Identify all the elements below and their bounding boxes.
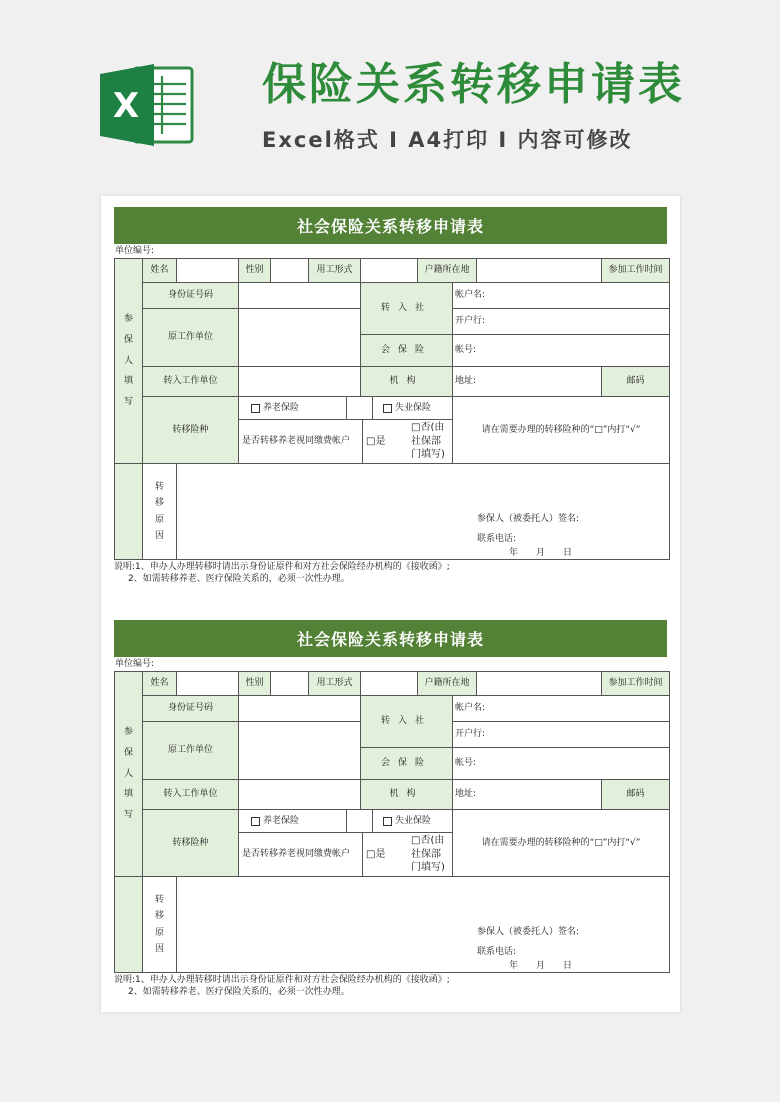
no-option[interactable]: □否(由社保部门填写) [411, 422, 445, 461]
form-banner: 社会保险关系转移申请表 [114, 620, 667, 657]
account-no-field[interactable]: 帐号: [453, 335, 670, 367]
employment-field[interactable] [361, 259, 418, 283]
date-label: 年 月 日 [509, 960, 573, 971]
logo-letter: X [112, 86, 140, 126]
phone-label: 联系电话: [477, 946, 517, 957]
note-1: 说明:1、申办人办理转移时请出示身份证原件和对方社会保险经办机构的《接收函》; [114, 562, 450, 572]
document-page [101, 196, 680, 1012]
id-field[interactable] [239, 696, 361, 722]
id-field[interactable] [239, 283, 361, 309]
transfer-social-label: 转入社 [361, 696, 453, 748]
hukou-label: 户籍所在地 [418, 672, 477, 696]
side-label: 参保人填写 [115, 672, 143, 877]
agency-label: 机构 [361, 367, 453, 397]
gender-label: 性别 [239, 672, 271, 696]
gender-field[interactable] [271, 259, 309, 283]
name-label: 姓名 [143, 672, 177, 696]
form-table [114, 258, 670, 560]
id-label: 身份证号码 [143, 696, 239, 722]
no-option[interactable]: □否(由社保部门填写) [411, 835, 445, 874]
employment-field[interactable] [361, 672, 418, 696]
date-label: 年 月 日 [509, 547, 573, 558]
pension-option[interactable]: 养老保险 [239, 810, 347, 832]
bank-field[interactable]: 开户行: [453, 722, 670, 748]
insurance-type-label: 转移险种 [143, 397, 239, 464]
address-field[interactable]: 地址: [453, 367, 602, 397]
side-label: 参保人填写 [115, 259, 143, 464]
name-label: 姓名 [143, 259, 177, 283]
pension-checkbox[interactable] [251, 404, 260, 413]
unemployment-option[interactable]: 失业保险 [373, 397, 452, 419]
instruction-text: 请在需要办理的转移险种的“□”内打“√” [453, 810, 670, 877]
form-table [114, 671, 670, 973]
gender-label: 性别 [239, 259, 271, 283]
orig-unit-label: 原工作单位 [143, 309, 239, 367]
signature-label: 参保人（被委托人）签名: [477, 926, 580, 937]
signature-label: 参保人（被委托人）签名: [477, 513, 580, 524]
reason-label: 转移原因 [143, 464, 177, 560]
orig-unit-field[interactable] [239, 309, 361, 367]
unit-number-label: 单位编号: [115, 246, 155, 256]
yes-option[interactable]: □是 [366, 435, 386, 447]
unemployment-option[interactable]: 失业保险 [373, 810, 452, 832]
hukou-label: 户籍所在地 [418, 259, 477, 283]
insurance-label: 会保险 [361, 335, 453, 367]
page-title: 保险关系转移申请表 [262, 59, 685, 110]
unemployment-checkbox[interactable] [383, 817, 392, 826]
insurance-label: 会保险 [361, 748, 453, 780]
yes-option[interactable]: □是 [366, 848, 386, 860]
notes [114, 973, 667, 998]
transfer-in-unit-field[interactable] [239, 367, 361, 397]
orig-unit-field[interactable] [239, 722, 361, 780]
pension-option[interactable]: 养老保险 [239, 397, 347, 419]
transfer-in-unit-field[interactable] [239, 780, 361, 810]
note-1: 说明:1、申办人办理转移时请出示身份证原件和对方社会保险经办机构的《接收函》; [114, 975, 450, 985]
transfer-social-label: 转入社 [361, 283, 453, 335]
reason-label: 转移原因 [143, 877, 177, 973]
name-field[interactable] [177, 672, 239, 696]
insurance-type-label: 转移险种 [143, 810, 239, 877]
phone-label: 联系电话: [477, 533, 517, 544]
id-label: 身份证号码 [143, 283, 239, 309]
notes [114, 560, 667, 585]
instruction-text: 请在需要办理的转移险种的“□”内打“√” [453, 397, 670, 464]
address-field[interactable]: 地址: [453, 780, 602, 810]
transfer-in-unit-label: 转入工作单位 [143, 780, 239, 810]
account-name-field[interactable]: 帐户名: [453, 283, 670, 309]
postcode-label: 邮码 [602, 780, 670, 810]
work-start-label: 参加工作时间 [602, 672, 670, 696]
transfer-form [114, 620, 667, 998]
orig-unit-label: 原工作单位 [143, 722, 239, 780]
gender-field[interactable] [271, 672, 309, 696]
hukou-field[interactable] [477, 259, 602, 283]
employment-label: 用工形式 [309, 259, 361, 283]
employment-label: 用工形式 [309, 672, 361, 696]
transfer-form [114, 207, 667, 585]
excel-logo-icon [100, 62, 196, 148]
postcode-label: 邮码 [602, 367, 670, 397]
page-header [0, 0, 780, 190]
account-no-field[interactable]: 帐号: [453, 748, 670, 780]
pension-checkbox[interactable] [251, 817, 260, 826]
bank-field[interactable]: 开户行: [453, 309, 670, 335]
account-name-field[interactable]: 帐户名: [453, 696, 670, 722]
form-banner: 社会保险关系转移申请表 [114, 207, 667, 244]
unemployment-checkbox[interactable] [383, 404, 392, 413]
merge-question: 是否转移养老视同缴费帐户 [239, 833, 363, 876]
page-subtitle: Excel格式 I A4打印 I 内容可修改 [262, 128, 633, 152]
name-field[interactable] [177, 259, 239, 283]
note-2: 2、如需转移养老、医疗保险关系的，必须一次性办理。 [128, 987, 350, 997]
hukou-field[interactable] [477, 672, 602, 696]
agency-label: 机构 [361, 780, 453, 810]
merge-question: 是否转移养老视同缴费帐户 [239, 420, 363, 463]
work-start-label: 参加工作时间 [602, 259, 670, 283]
note-2: 2、如需转移养老、医疗保险关系的，必须一次性办理。 [128, 574, 350, 584]
transfer-in-unit-label: 转入工作单位 [143, 367, 239, 397]
unit-number-label: 单位编号: [115, 659, 155, 669]
